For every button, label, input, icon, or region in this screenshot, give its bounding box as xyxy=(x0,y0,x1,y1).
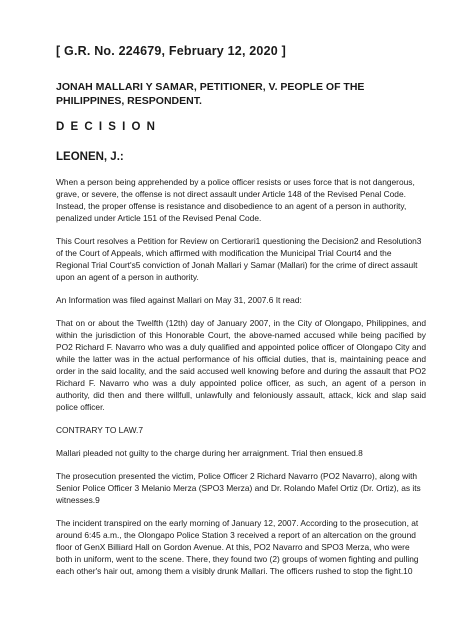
paragraph-information-text: That on or about the Twelfth (12th) day of January 2007, in the City of Olongapo, Philippines, and within the jurisdiction of this Honorable Court, the above-named accused while being pacified by PO2 Richard F. Navarro who was a duly qualified and appointed police officer of Olongapo City and while the latter was in the actual performance of his official duties, that is, maintaining peace and order in the said locality, and the said accused well knowing before and during the assault that PO2 Richard F. Navarro who was a duly appointed police officer, as such, an agent of a person in authority, did then and there willfull, unlawfully and feloniously assault, attack, kick and slap said police officer. xyxy=(56,318,426,412)
paragraph-incident: The incident transpired on the early morning of January 12, 2007. According to the prosecution, at around 6:45 a.m., the Olongapo Police Station 3 received a report of an altercation on the ground floor of GenX Billiard Hall on Gordon Avenue. At this, PO2 Navarro and SPO3 Merza, who were both in uniform, went to the scene. There, they found two (2) groups of women fighting and pulling each other's hair out, among them a visibly drunk Mallari. The officers rushed to stop the fight.10 xyxy=(56,518,419,576)
paragraph-information: An Information was filed against Mallari on May 31, 2007.6 It read: xyxy=(56,295,302,305)
case-parties: JONAH MALLARI Y SAMAR, PETITIONER, V. PEOPLE OF THE PHILIPPINES, RESPONDENT. xyxy=(56,81,365,107)
paragraph-intro: When a person being apprehended by a police officer resists or uses force that is not dangerous, grave, or severe, the offense is not direct assault under Article 148 of the Revised Penal Code. Instead, the proper offense is resistance and disobedience to an agent of a person in authority, penalized under Article 151 of the Revised Penal Code. xyxy=(56,177,415,223)
paragraph-petition: This Court resolves a Petition for Review on Certiorari1 questioning the Decision2 and Resolution3 of the Court of Appeals, which affirmed with modification the Municipal Trial Court4 and the Regional Trial Court's5 conviction of Jonah Mallari y Samar (Mallari) for the crime of direct assault upon an agent of a person in authority. xyxy=(56,236,422,282)
paragraph-contrary-to-law: CONTRARY TO LAW.7 xyxy=(56,425,144,435)
decision-heading: D E C I S I O N xyxy=(56,121,157,133)
ponente: LEONEN, J.: xyxy=(56,151,124,163)
case-number: [ G.R. No. 224679, February 12, 2020 ] xyxy=(56,44,286,58)
paragraph-plea: Mallari pleaded not guilty to the charge during her arraignment. Trial then ensued.8 xyxy=(56,448,363,458)
paragraph-prosecution: The prosecution presented the victim, Police Officer 2 Richard Navarro (PO2 Navarro), along with Senior Police Officer 3 Melanio Merza (SPO3 Merza) and Dr. Rolando Mafel Ortiz (Dr. Ortiz), as its witnesses.9 xyxy=(56,471,421,505)
